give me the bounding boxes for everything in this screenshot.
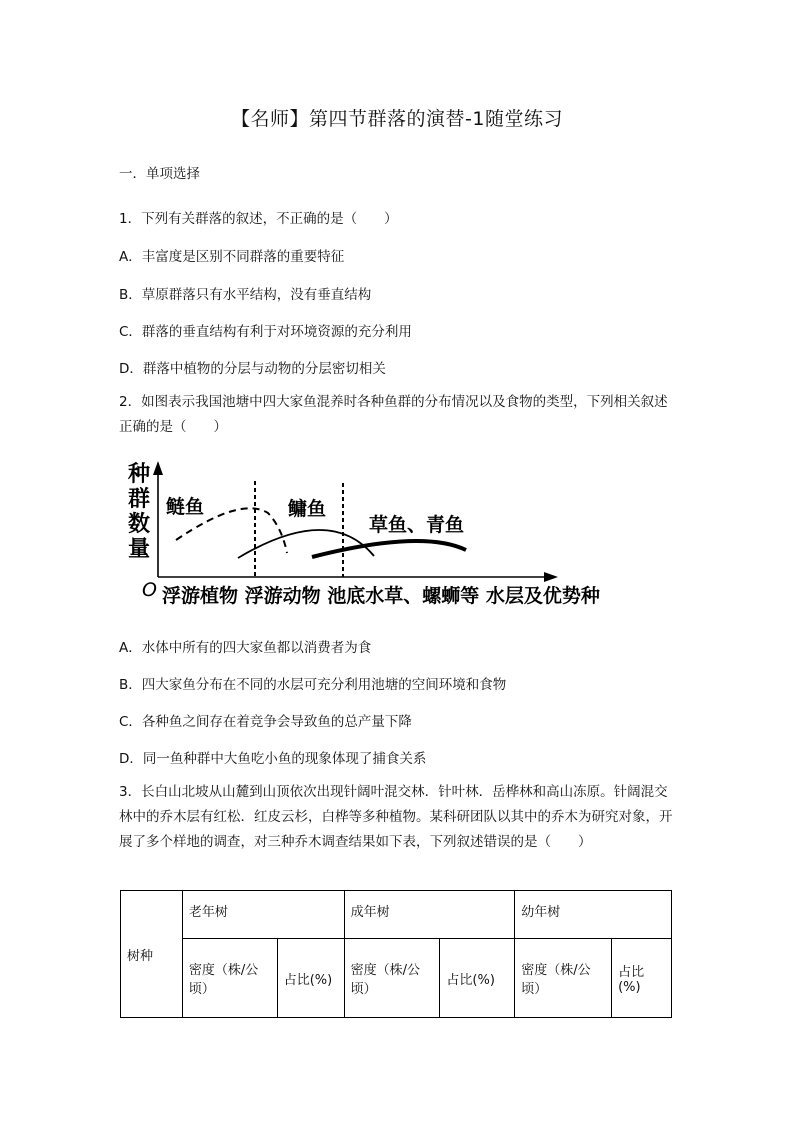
x-axis-arrow	[544, 572, 558, 582]
y-label-char-4: 量	[128, 537, 151, 562]
fish-label-grass-black-carp: 草鱼、青鱼	[369, 514, 465, 536]
y-label-char-1: 种	[128, 462, 151, 487]
x-axis-caption: 浮游植物 浮游动物 池底水草、螺蛳等 水层及优势种	[162, 585, 600, 607]
question-1-option-a: A．丰富度是区别不同群落的重要特征	[119, 249, 345, 265]
bighead-carp-curve	[238, 530, 374, 558]
table-subheader-row	[121, 939, 672, 1018]
tree-survey-table	[120, 890, 672, 1018]
subheader-density-young: 密度（株/公顷）	[515, 939, 612, 1018]
question-2-option-c: C．各种鱼之间存在着竞争会导致鱼的总产量下降	[119, 714, 412, 730]
page-title: 【名师】第四节群落的演替-1随堂练习	[231, 108, 563, 130]
question-1-option-c: C．群落的垂直结构有利于对环境资源的充分利用	[119, 324, 412, 340]
question-2-stem: 2．如图表示我国池塘中四大家鱼混养时各种鱼群的分布情况以及食物的类型，下列相关叙述正确的是（ ）	[119, 394, 668, 435]
grass-black-carp-curve	[312, 541, 466, 557]
fish-distribution-diagram	[122, 453, 657, 613]
section-heading: 一．单项选择	[119, 166, 200, 182]
question-2-option-a: A．水体中所有的四大家鱼都以消费者为食	[119, 640, 372, 656]
header-old-trees: 老年树	[182, 891, 344, 939]
header-young-trees: 幼年树	[515, 891, 672, 939]
header-mature-trees: 成年树	[344, 891, 515, 939]
origin-label: O	[142, 579, 157, 601]
question-1-stem: 1．下列有关群落的叙述，不正确的是（ ）	[119, 211, 398, 227]
question-2-option-d: D．同一鱼种群中大鱼吃小鱼的现象体现了捕食关系	[119, 751, 427, 767]
subheader-density-mature: 密度（株/公顷）	[344, 939, 440, 1018]
question-2-option-b: B．四大家鱼分布在不同的水层可充分利用池塘的空间环境和食物	[119, 677, 507, 693]
y-label-char-2: 群	[128, 487, 151, 512]
subheader-ratio-old: 占比(%)	[277, 939, 344, 1018]
y-axis-arrow	[153, 461, 163, 475]
header-species: 树种	[121, 891, 183, 1018]
y-label-char-3: 数	[128, 512, 151, 537]
question-1-option-b: B．草原群落只有水平结构，没有垂直结构	[119, 287, 372, 303]
question-1-option-d: D．群落中植物的分层与动物的分层密切相关	[119, 361, 386, 377]
question-3-stem: 3．长白山北坡从山麓到山顶依次出现针阔叶混交林．针叶林．岳桦林和高山冻原。针阔混交林中的乔木层有红松．红皮云杉，白桦等多种植物。某科研团队以其中的乔木为研究对象，开展了多个样地的调查，对三种乔木调查结果如下表，下列叙述错误的是（ ）	[119, 784, 673, 850]
subheader-density-old: 密度（株/公顷）	[182, 939, 277, 1018]
fish-label-silver-carp: 鲢鱼	[166, 496, 205, 518]
subheader-ratio-young: 占比(%)	[612, 939, 672, 1018]
table-header-row	[121, 891, 672, 939]
fish-label-bighead-carp: 鳙鱼	[288, 498, 327, 520]
subheader-ratio-mature: 占比(%)	[440, 939, 515, 1018]
